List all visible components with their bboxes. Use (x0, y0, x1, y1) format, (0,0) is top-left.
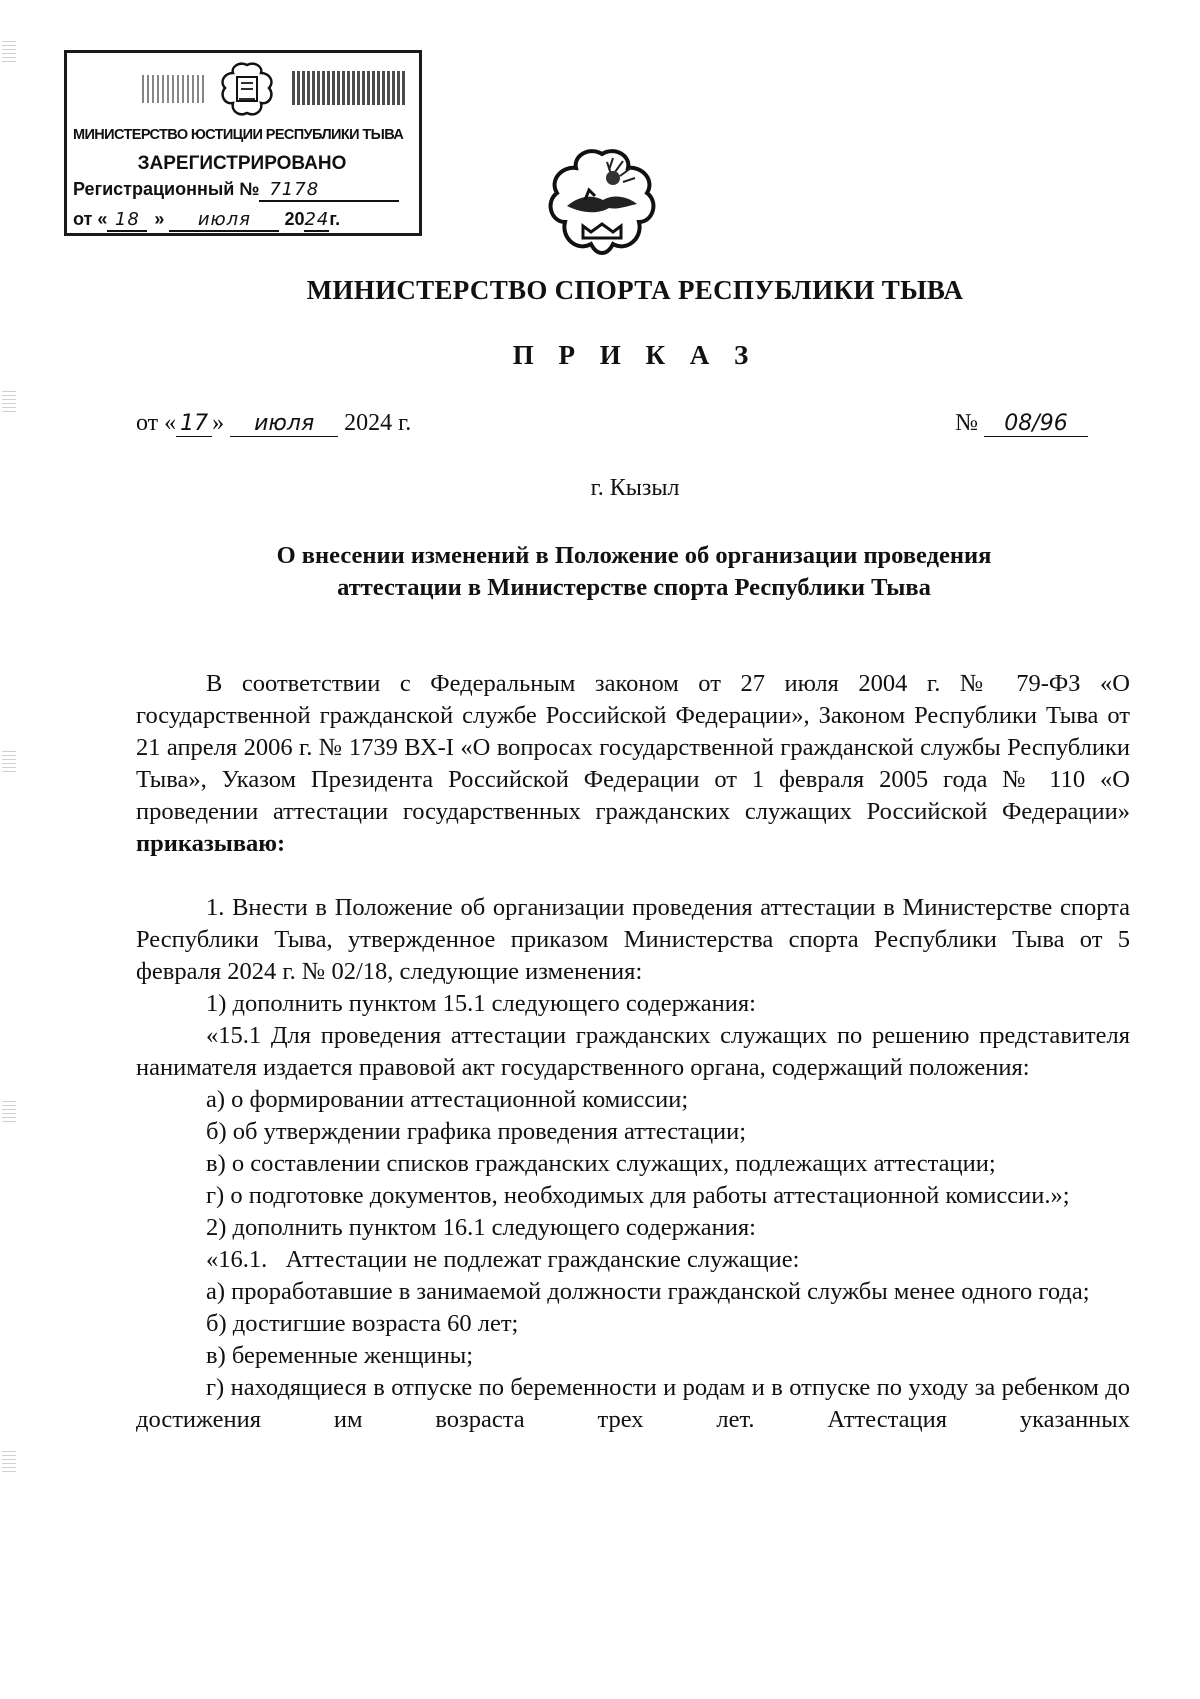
clause-15-1-v: в) о составлении списков гражданских служащих, подлежащих аттестации; (206, 1150, 996, 1177)
stamp-reg-label: Регистрационный № (73, 179, 260, 199)
scan-artifact (2, 40, 16, 62)
stamp-reg-number: 7178 (269, 179, 320, 200)
stamp-smudge (292, 71, 407, 105)
scan-artifact (2, 1450, 16, 1472)
scan-artifact (2, 750, 16, 772)
order-date-mid: » (212, 410, 225, 436)
order-number (955, 410, 1088, 437)
order-month: июля (230, 411, 338, 437)
order-date-prefix: от « (136, 410, 177, 436)
clause-15-1-a: а) о формировании аттестационной комиссии; (206, 1086, 689, 1113)
stamp-month: июля (197, 209, 252, 230)
scan-artifact (2, 390, 16, 412)
stamp-registered-text: ЗАРЕГИСТРИРОВАНО (137, 153, 347, 174)
order-number-prefix: № (955, 410, 978, 436)
stamp-year-end: г. (329, 209, 341, 229)
item-1-paragraph: 1. Внести в Положение об организации проведения аттестации в Министерстве спорта Республики Тыва, утвержденное приказом Министерства спорта Республики Тыва от 5 февраля 2024 г. № 02/18, следующие изменения: (136, 894, 1130, 985)
stamp-date-prefix: от « (73, 209, 108, 229)
clause-16-1-g: г) находящиеся в отпуске по беременности и родам и в отпуске по уходу за ребенком до достижения им возраста трех лет. Аттестация указанных (136, 1374, 1130, 1433)
subject-line-2: аттестации в Министерстве спорта Республики Тыва (337, 574, 931, 601)
order-title: П Р И К А З (512, 340, 758, 370)
stamp-year-prefix: 20 (284, 209, 305, 229)
order-year: 2024 г. (344, 410, 412, 436)
order-date (136, 410, 411, 437)
coat-of-arms-icon (543, 148, 661, 258)
order-city: г. Кызыл (590, 475, 680, 501)
subject-line-1: О внесении изменений в Положение об организации проведения (276, 542, 992, 569)
order-number-value: 08/96 (984, 411, 1088, 437)
clause-15-1-g: г) о подготовке документов, необходимых для работы аттестационной комиссии.»; (206, 1182, 1070, 1209)
stamp-date-line (73, 209, 340, 232)
preamble-paragraph (136, 668, 1130, 860)
stamp-reg-line (73, 179, 399, 202)
stamp-quote-close: » (154, 209, 165, 229)
clause-16-1-v: в) беременные женщины; (206, 1342, 473, 1369)
ministry-title: МИНИСТЕРСТВО СПОРТА РЕСПУБЛИКИ ТЫВА (306, 275, 964, 305)
stamp-emblem-icon (217, 61, 277, 119)
stamp-day: 18 (114, 209, 140, 230)
stamp-day-field (107, 209, 147, 232)
clause-16-1: «16.1. Аттестации не подлежат гражданские служащие: (206, 1246, 800, 1273)
stamp-month-field (169, 209, 279, 232)
order-body (136, 668, 1130, 1436)
clause-15-1-b: б) об утверждении графика проведения аттестации; (206, 1118, 747, 1145)
stamp-reg-number-field (259, 179, 399, 202)
clause-16-1-a: а) проработавшие в занимаемой должности гражданской службы менее одного года; (206, 1278, 1090, 1305)
order-day: 17 (176, 411, 212, 437)
sub-item-2: 2) дополнить пунктом 16.1 следующего содержания: (206, 1214, 756, 1241)
preamble-text: В соответствии с Федеральным законом от 27 июля 2004 г. № 79-ФЗ «О государственной гражданской службе Российской Федерации», Законом Республики Тыва от 21 апреля 2006 г. № 1739 ВХ-I «О вопросах государственной гражданской службы Республики Тыва», Указом Президента Российской Федерации от 1 февраля 2005 года № 110 «О проведении аттестации государственных гражданских служащих Российской Федерации» (136, 670, 1130, 825)
preamble-order-word: приказываю: (136, 830, 286, 857)
registration-stamp (64, 50, 422, 236)
stamp-smudge (142, 75, 204, 103)
paragraph-gap (136, 860, 1130, 892)
scan-artifact (2, 1100, 16, 1122)
sub-item-1: 1) дополнить пунктом 15.1 следующего содержания: (206, 990, 756, 1017)
stamp-year-field (304, 209, 329, 232)
stamp-year-suffix: 24 (304, 209, 330, 230)
clause-16-1-b: б) достигшие возраста 60 лет; (206, 1310, 519, 1337)
order-subject (200, 540, 1068, 604)
stamp-ministry-text: МИНИСТЕРСТВО ЮСТИЦИИ РЕСПУБЛИКИ ТЫВА (73, 127, 404, 143)
clause-15-1: «15.1 Для проведения аттестации гражданских служащих по решению представителя нанимателя издается правовой акт государственного органа, содержащий положения: (136, 1022, 1130, 1081)
